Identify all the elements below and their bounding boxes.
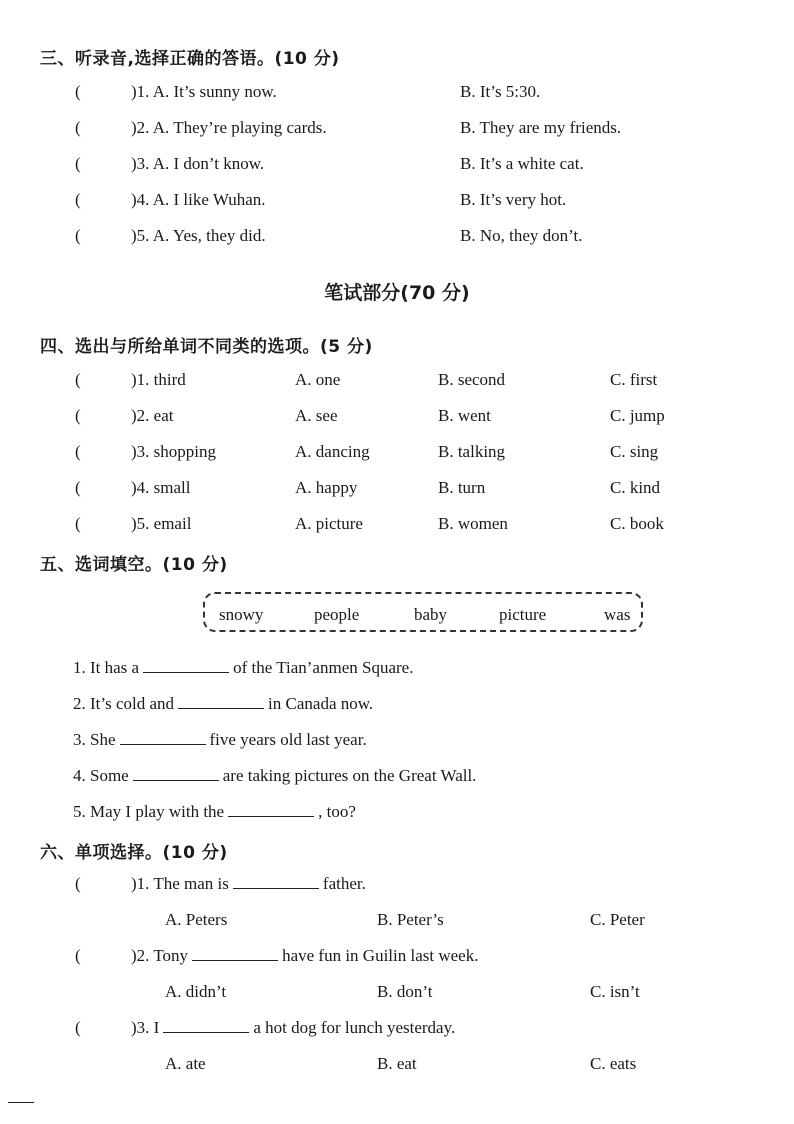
option-c: C. eats	[590, 1054, 637, 1073]
footer-divider	[8, 1102, 34, 1103]
option-a: A. ate	[165, 1054, 206, 1073]
option-b-2: B. They are my friends.	[460, 118, 622, 137]
option-b: B. talking	[438, 442, 506, 461]
option-a: A. picture	[295, 514, 363, 533]
answer-blank[interactable]	[192, 959, 278, 961]
word-bank-item: snowy	[219, 605, 264, 624]
option-c: C. book	[610, 514, 664, 533]
question-3: )3. A. I don’t know.	[131, 154, 265, 173]
answer-blank[interactable]	[143, 671, 229, 673]
question-1: )1. A. It’s sunny now.	[131, 82, 277, 101]
fill-sentence-3	[73, 730, 367, 750]
section-6-title: 六、单项选择。(10 分)	[40, 843, 228, 863]
option-b: B. don’t	[377, 982, 433, 1001]
question-word-5: )5. email	[131, 514, 192, 533]
option-c: C. kind	[610, 478, 661, 497]
option-a: A. happy	[295, 478, 358, 497]
sentence-text: five years old last year.	[209, 730, 367, 749]
option-b-1: B. It’s 5:30.	[460, 82, 541, 101]
question-word-1: )1. third	[131, 370, 186, 389]
answer-paren[interactable]: (	[75, 478, 81, 497]
answer-blank[interactable]	[163, 1031, 249, 1033]
answer-paren[interactable]: (	[75, 946, 81, 965]
fill-sentence-5	[73, 802, 356, 822]
section-4-title: 四、选出与所给单词不同类的选项。(5 分)	[40, 337, 373, 357]
option-b-4: B. It’s very hot.	[460, 190, 567, 209]
answer-paren[interactable]: (	[75, 190, 81, 209]
mc-question-1	[131, 874, 366, 894]
answer-paren[interactable]: (	[75, 370, 81, 389]
word-bank-item: people	[314, 605, 360, 624]
mc-question-2	[131, 946, 478, 966]
sentence-text: , too?	[318, 802, 356, 821]
answer-paren[interactable]: (	[75, 442, 81, 461]
answer-paren[interactable]: (	[75, 154, 81, 173]
answer-blank[interactable]	[233, 887, 319, 889]
section-3-title: 三、听录音,选择正确的答语。(10 分)	[40, 49, 340, 69]
answer-paren[interactable]: (	[75, 226, 81, 245]
sentence-text: of the Tian’anmen Square.	[233, 658, 414, 677]
answer-paren[interactable]: (	[75, 514, 81, 533]
option-b-3: B. It’s a white cat.	[460, 154, 584, 173]
answer-blank[interactable]	[120, 743, 206, 745]
option-a: A. see	[295, 406, 338, 425]
fill-sentence-4	[73, 766, 476, 786]
fill-sentence-1	[73, 658, 413, 678]
question-word-2: )2. eat	[131, 406, 174, 425]
fill-sentence-2	[73, 694, 373, 714]
sentence-text: 1. It has a	[73, 658, 140, 677]
option-c: C. isn’t	[590, 982, 640, 1001]
answer-blank[interactable]	[228, 815, 314, 817]
question-5: )5. A. Yes, they did.	[131, 226, 266, 245]
option-b: B. women	[438, 514, 508, 533]
question-text: father.	[322, 874, 366, 893]
question-text: )2. Tony	[131, 946, 189, 965]
question-2: )2. A. They’re playing cards.	[131, 118, 327, 137]
sentence-text: are taking pictures on the Great Wall.	[222, 766, 477, 785]
question-text: have fun in Guilin last week.	[282, 946, 479, 965]
option-a: A. didn’t	[165, 982, 227, 1001]
answer-blank[interactable]	[178, 707, 264, 709]
option-c: C. sing	[610, 442, 659, 461]
question-4: )4. A. I like Wuhan.	[131, 190, 266, 209]
answer-blank[interactable]	[133, 779, 219, 781]
word-bank-item: was	[604, 605, 631, 624]
written-part-title: 笔试部分(70 分)	[324, 282, 470, 304]
option-c: C. first	[610, 370, 658, 389]
option-b: B. went	[438, 406, 491, 425]
word-bank-item: picture	[499, 605, 547, 624]
option-b: B. second	[438, 370, 506, 389]
question-text: )3. I	[131, 1018, 160, 1037]
option-c: C. Peter	[590, 910, 645, 929]
option-b-5: B. No, they don’t.	[460, 226, 583, 245]
question-text: )1. The man is	[131, 874, 229, 893]
option-a: A. dancing	[295, 442, 370, 461]
option-a: A. one	[295, 370, 341, 389]
option-a: A. Peters	[165, 910, 228, 929]
option-b: B. eat	[377, 1054, 417, 1073]
question-text: a hot dog for lunch yesterday.	[253, 1018, 456, 1037]
answer-paren[interactable]: (	[75, 82, 81, 101]
option-b: B. turn	[438, 478, 486, 497]
mc-question-3	[131, 1018, 455, 1038]
question-word-4: )4. small	[131, 478, 191, 497]
sentence-text: 5. May I play with the	[73, 802, 225, 821]
sentence-text: 3. She	[73, 730, 116, 749]
answer-paren[interactable]: (	[75, 406, 81, 425]
sentence-text: 2. It’s cold and	[73, 694, 175, 713]
sentence-text: in Canada now.	[268, 694, 374, 713]
section-5-title: 五、选词填空。(10 分)	[40, 555, 228, 575]
answer-paren[interactable]: (	[75, 874, 81, 893]
option-c: C. jump	[610, 406, 665, 425]
word-bank-box	[203, 592, 643, 632]
answer-paren[interactable]: (	[75, 118, 81, 137]
option-b: B. Peter’s	[377, 910, 444, 929]
word-bank-item: baby	[414, 605, 448, 624]
sentence-text: 4. Some	[73, 766, 129, 785]
answer-paren[interactable]: (	[75, 1018, 81, 1037]
question-word-3: )3. shopping	[131, 442, 216, 461]
